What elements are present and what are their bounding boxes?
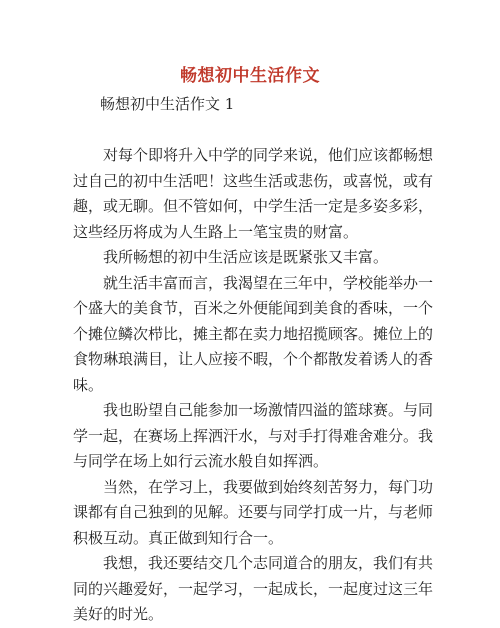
paragraph: 就生活丰富而言，我渴望在三年中，学校能举办一个盛大的美食节，百米之外便能闻到美食的香味，一个个摊位鳞次栉比，摊主都在卖力地招揽顾客。摊位上的食物琳琅满目，让人应接不暇，个个都散发着诱人的香味。	[73, 273, 434, 394]
paragraph: 我也盼望自己能参加一场激情四溢的篮球赛。与同学一起，在赛场上挥洒汗水，与对手打得难舍难分。我与同学在场上如行云流水般自如挥洒。	[73, 401, 434, 470]
paragraph: 我所畅想的初中生活应该是既紧张又丰富。	[103, 248, 389, 266]
document-title: 畅想初中生活作文	[180, 66, 320, 86]
paragraph: 对每个即将升入中学的同学来说，他们应该都畅想过自己的初中生活吧！这些生活或悲伤，或喜悦，或有趣，或无聊。但不管如何，中学生活一定是多姿多彩，这些经历将成为人生路上一笔宝贵的财富。	[73, 146, 434, 241]
document-subtitle: 畅想初中生活作文 1	[100, 95, 235, 113]
paragraph: 我想，我还要结交几个志同道合的朋友，我们有共同的兴趣爱好，一起学习，一起成长，一起度过这三年美好的时光。	[73, 554, 434, 623]
paragraph: 当然，在学习上，我要做到始终刻苦努力，每门功课都有自己独到的见解。还要与同学打成一片，与老师积极互动。真正做到知行合一。	[73, 477, 434, 547]
document-body	[73, 143, 433, 628]
